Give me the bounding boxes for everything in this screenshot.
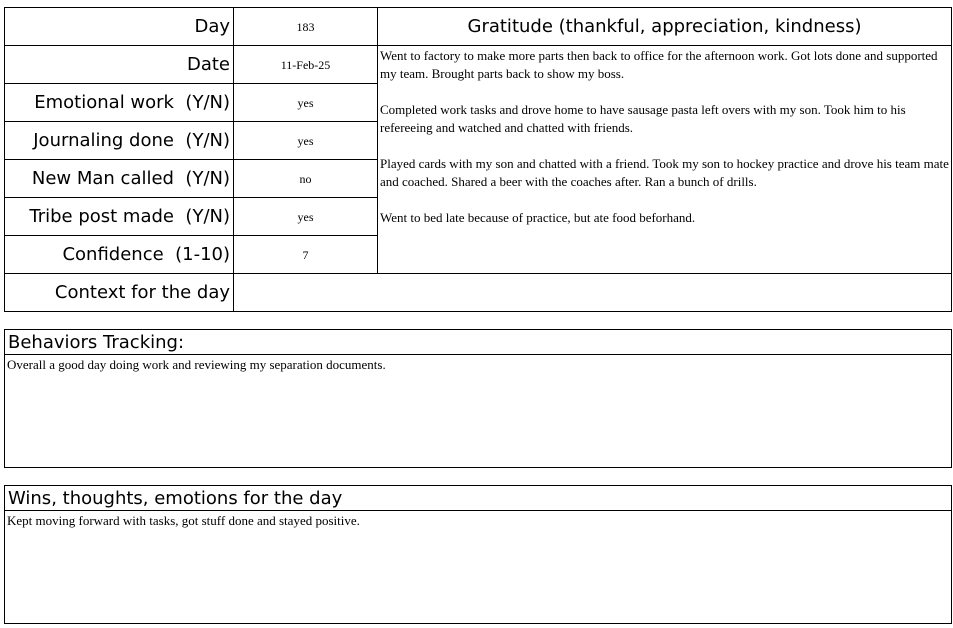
value-day[interactable]: 183 <box>296 20 315 34</box>
wins-text[interactable]: Kept moving forward with tasks, got stuff done and stayed positive. <box>7 513 360 528</box>
gratitude-heading: Gratitude (thankful, appreciation, kindness) <box>467 16 862 37</box>
gratitude-entry: Went to bed late because of practice, but ate food beforhand. <box>380 210 696 225</box>
value-emotional-work[interactable]: yes <box>297 96 314 110</box>
wins-heading: Wins, thoughts, emotions for the day <box>8 488 343 509</box>
value-new-man-called[interactable]: no <box>299 172 312 186</box>
behaviors-text[interactable]: Overall a good day doing work and reviewing my separation documents. <box>7 357 386 372</box>
label-confidence: Confidence (1-10) <box>62 244 230 265</box>
wins-section <box>4 485 952 624</box>
gratitude-entry: Went to factory to make more parts then back to office for the afternoon work. Got lots done and supported my team. Brought parts back to show my boss. <box>380 48 938 81</box>
behaviors-section <box>4 329 952 468</box>
value-tribe-post-made[interactable]: yes <box>297 210 314 224</box>
gratitude-entry: Played cards with my son and chatted with a friend. Took my son to hockey practice and drove his team mate and coached. Shared a beer with the coaches after. Ran a bunch of drills. <box>380 156 949 189</box>
value-date[interactable]: 11-Feb-25 <box>280 58 331 72</box>
label-new-man-called: New Man called (Y/N) <box>31 168 230 189</box>
gratitude-entry: Completed work tasks and drove home to have sausage pasta left overs with my son. Took him to his refereeing and watched and chatted with friends. <box>380 102 906 135</box>
gratitude-entries[interactable] <box>380 47 949 272</box>
behaviors-heading: Behaviors Tracking: <box>8 332 185 353</box>
label-date: Date <box>186 54 230 75</box>
label-tribe-post-made: Tribe post made (Y/N) <box>29 206 230 227</box>
label-journaling-done: Journaling done (Y/N) <box>33 130 230 151</box>
label-context-for-the-day: Context for the day <box>54 282 230 303</box>
value-journaling-done[interactable]: yes <box>297 134 314 148</box>
label-day: Day <box>194 16 230 37</box>
label-emotional-work: Emotional work (Y/N) <box>34 92 230 113</box>
value-context-for-the-day[interactable] <box>234 274 951 311</box>
value-confidence[interactable]: 7 <box>302 248 309 262</box>
